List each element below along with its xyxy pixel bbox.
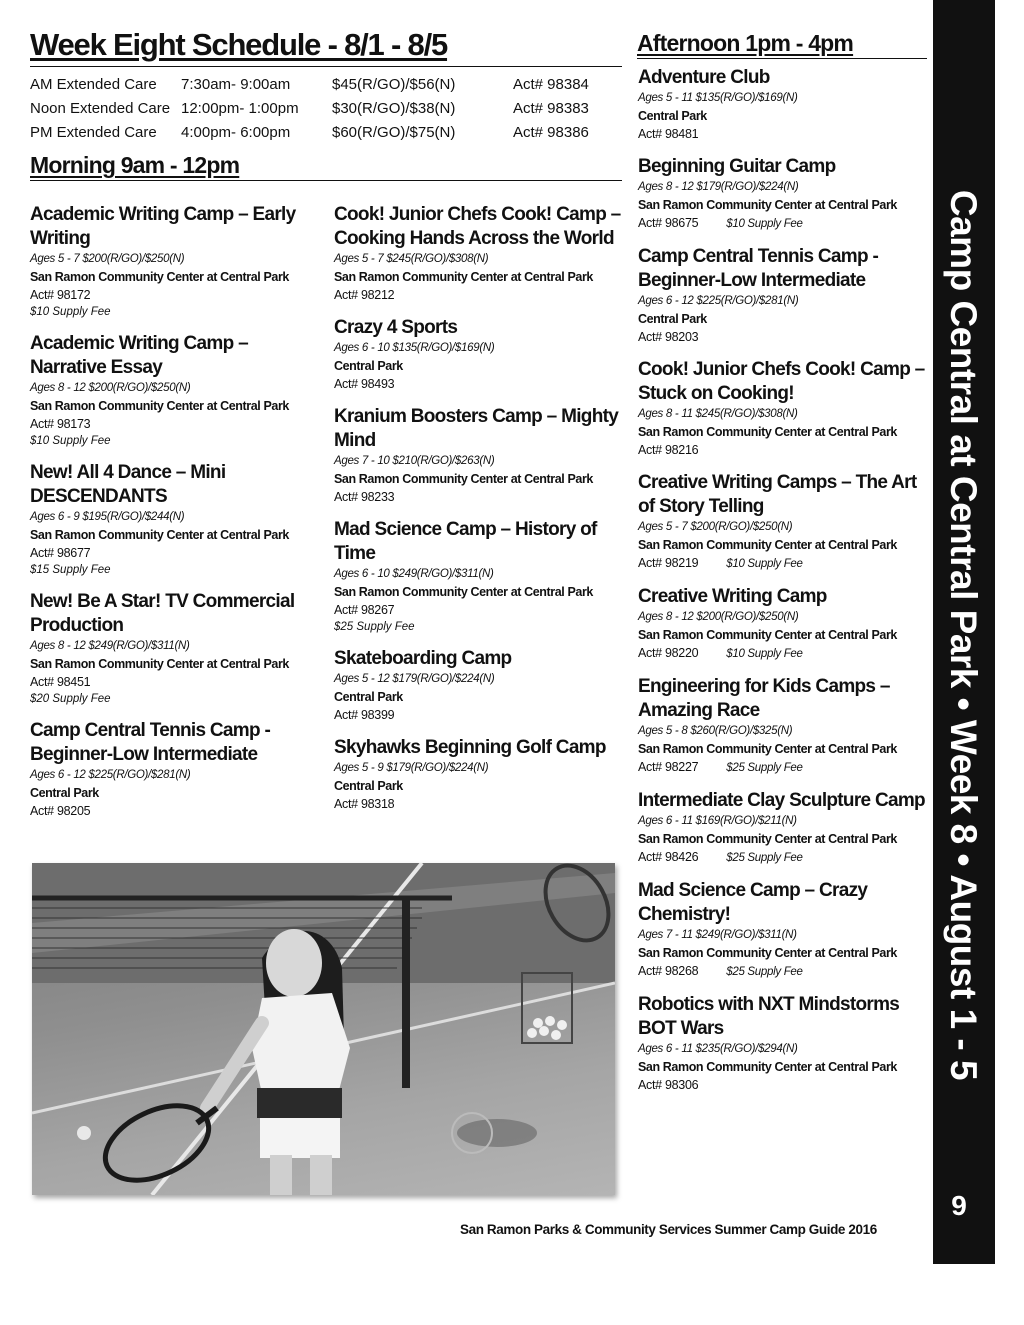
camp-supply-fee: $10 Supply Fee [726,558,803,570]
camp-act-number: Act# 98399 [334,708,395,722]
camp-name: New! All 4 Dance – Mini DESCENDANTS [30,462,226,507]
camp-ages-price: Ages 5 - 7 $200(R/GO)/$250(N) [638,521,793,533]
camp-supply-fee: $20 Supply Fee [30,693,111,705]
camp-location: San Ramon Community Center at Central Park [638,425,897,439]
camp-name: Academic Writing Camp – Narrative Essay [30,333,248,378]
camp-location: San Ramon Community Center at Central Park [638,628,897,642]
camp-location: San Ramon Community Center at Central Park [30,528,289,542]
camp-name: Cook! Junior Chefs Cook! Camp – Stuck on Cooking! [638,359,925,404]
camp-listing [30,590,322,707]
camp-name: Skyhawks Beginning Golf Camp [334,737,606,758]
page-number: 9 [951,1190,967,1221]
camp-listing [638,585,928,663]
camp-name: New! Be A Star! TV Commercial Production [30,591,295,636]
camp-listing [638,471,928,573]
camp-location: Central Park [334,779,403,793]
tennis-photo [32,863,615,1195]
camp-location: Central Park [30,786,99,800]
page-title [30,26,622,67]
camp-name: Robotics with NXT Mindstorms BOT Wars [638,994,900,1039]
camp-ages-price: Ages 7 - 11 $249(R/GO)/$311(N) [638,929,797,941]
camp-location: San Ramon Community Center at Central Park [638,1060,897,1074]
camp-act-row [638,644,928,663]
camp-ages-price: Ages 5 - 8 $260(R/GO)/$325(N) [638,725,793,737]
care-act: Act# 98383 [513,99,589,117]
camp-listing [334,736,626,813]
care-price: $60(R/GO)/$75(N) [332,123,456,141]
camp-name: Adventure Club [638,67,770,88]
camp-listing [30,203,322,320]
camp-location: Central Park [334,690,403,704]
camp-location: San Ramon Community Center at Central Park [334,585,593,599]
camp-listing [638,789,928,867]
camp-act-number: Act# 98426 [638,850,699,864]
camp-act-row [638,758,928,777]
camp-act-number: Act# 98173 [30,417,91,431]
camp-location: San Ramon Community Center at Central Park [638,946,897,960]
table-row [30,96,589,120]
care-act: Act# 98386 [513,123,589,141]
camp-location: San Ramon Community Center at Central Park [334,472,593,486]
camp-act-number: Act# 98205 [30,804,91,818]
camp-location: San Ramon Community Center at Central Park [638,198,897,212]
camp-name: Camp Central Tennis Camp - Beginner-Low Intermediate [638,246,879,291]
camp-act-number: Act# 98219 [638,556,699,570]
camp-location: San Ramon Community Center at Central Park [638,538,897,552]
camp-listing [638,675,928,777]
camp-ages-price: Ages 8 - 12 $179(R/GO)/$224(N) [638,181,799,193]
camp-act-number: Act# 98451 [30,675,91,689]
camp-supply-fee: $10 Supply Fee [30,306,111,318]
camp-listing [638,66,928,143]
camp-name: Academic Writing Camp – Early Writing [30,204,296,249]
page-title-text: Week Eight Schedule - 8/1 - 8/5 [30,27,448,62]
camp-ages-price: Ages 6 - 11 $235(R/GO)/$294(N) [638,1043,798,1055]
camp-listing [638,358,928,459]
camp-ages-price: Ages 6 - 12 $225(R/GO)/$281(N) [638,295,799,307]
care-name: Noon Extended Care [30,99,171,117]
extended-care-table [30,72,589,144]
camp-act-number: Act# 98172 [30,288,91,302]
camp-listing [30,332,322,449]
afternoon-heading-text: Afternoon 1pm - 4pm [637,30,854,56]
camp-name: Creative Writing Camp [638,586,827,607]
care-time: 12:00pm- 1:00pm [181,99,299,117]
camp-ages-price: Ages 6 - 10 $135(R/GO)/$169(N) [334,342,495,354]
morning-column-2 [334,203,626,825]
camp-listing [638,879,928,981]
camp-supply-fee: $25 Supply Fee [726,966,803,978]
camp-name: Intermediate Clay Sculpture Camp [638,790,925,811]
camp-ages-price: Ages 5 - 11 $135(R/GO)/$169(N) [638,92,798,104]
camp-listing [334,647,626,724]
care-time: 7:30am- 9:00am [181,75,291,93]
camp-ages-price: Ages 5 - 12 $179(R/GO)/$224(N) [334,673,495,685]
camp-act-number: Act# 98216 [638,443,699,457]
camp-listing [30,461,322,578]
camp-name: Mad Science Camp – Crazy Chemistry! [638,880,868,925]
care-act: Act# 98384 [513,75,589,93]
camp-location: San Ramon Community Center at Central Park [30,657,289,671]
afternoon-column [638,66,928,1106]
camp-act-number: Act# 98220 [638,646,699,660]
camp-listing [334,203,626,304]
camp-supply-fee: $25 Supply Fee [726,762,803,774]
camp-act-number: Act# 98677 [30,546,91,560]
camp-ages-price: Ages 8 - 11 $245(R/GO)/$308(N) [638,408,798,420]
camp-location: San Ramon Community Center at Central Park [638,832,897,846]
camp-act-number: Act# 98318 [334,797,395,811]
camp-supply-fee: $25 Supply Fee [726,852,803,864]
camp-ages-price: Ages 7 - 10 $210(R/GO)/$263(N) [334,455,495,467]
morning-heading-text: Morning 9am - 12pm [30,152,240,178]
camp-name: Mad Science Camp – History of Time [334,519,597,564]
table-row [30,72,589,96]
camp-act-number: Act# 98493 [334,377,395,391]
camp-act-number: Act# 98481 [638,127,699,141]
sidebar-vertical-title: Camp Central at Central Park • Week 8 • August 1 - 5 [943,189,984,1081]
camp-location: San Ramon Community Center at Central Park [638,742,897,756]
camp-ages-price: Ages 5 - 9 $179(R/GO)/$224(N) [334,762,489,774]
camp-ages-price: Ages 8 - 12 $249(R/GO)/$311(N) [30,640,190,652]
camp-name: Crazy 4 Sports [334,317,458,338]
camp-listing [334,316,626,393]
care-price: $30(R/GO)/$38(N) [332,99,456,117]
camp-act-number: Act# 98212 [334,288,395,302]
camp-name: Camp Central Tennis Camp - Beginner-Low Intermediate [30,720,271,765]
camp-ages-price: Ages 5 - 7 $245(R/GO)/$308(N) [334,253,489,265]
camp-supply-fee: $15 Supply Fee [30,564,111,576]
camp-location: San Ramon Community Center at Central Park [30,399,289,413]
camp-act-number: Act# 98268 [638,964,699,978]
care-name: PM Extended Care [30,123,157,141]
camp-name: Skateboarding Camp [334,648,512,669]
camp-location: Central Park [638,109,707,123]
camp-ages-price: Ages 6 - 10 $249(R/GO)/$311(N) [334,568,494,580]
camp-act-number: Act# 98203 [638,330,699,344]
camp-supply-fee: $10 Supply Fee [726,218,803,230]
camp-listing [30,719,322,820]
camp-supply-fee: $10 Supply Fee [726,648,803,660]
camp-ages-price: Ages 6 - 12 $225(R/GO)/$281(N) [30,769,191,781]
care-price: $45(R/GO)/$56(N) [332,75,456,93]
camp-ages-price: Ages 8 - 12 $200(R/GO)/$250(N) [30,382,191,394]
care-name: AM Extended Care [30,75,157,93]
camp-act-row [638,214,928,233]
camp-ages-price: Ages 5 - 7 $200(R/GO)/$250(N) [30,253,185,265]
camp-location: San Ramon Community Center at Central Park [30,270,289,284]
camp-name: Cook! Junior Chefs Cook! Camp – Cooking Hands Across the World [334,204,621,249]
camp-act-row [638,962,928,981]
camp-listing [334,405,626,506]
camp-name: Engineering for Kids Camps – Amazing Race [638,676,890,721]
camp-listing [638,155,928,233]
table-row [30,120,589,144]
camp-location: Central Park [638,312,707,326]
camp-act-number: Act# 98267 [334,603,395,617]
camp-listing [638,993,928,1094]
camp-listing [638,245,928,346]
morning-heading [30,152,622,181]
morning-column-1 [30,203,322,832]
camp-supply-fee: $10 Supply Fee [30,435,111,447]
camp-location: Central Park [334,359,403,373]
camp-location: San Ramon Community Center at Central Park [334,270,593,284]
camp-act-number: Act# 98675 [638,216,699,230]
care-time: 4:00pm- 6:00pm [181,123,291,141]
camp-act-number: Act# 98227 [638,760,699,774]
camp-listing [334,518,626,635]
afternoon-heading [637,30,927,59]
camp-ages-price: Ages 6 - 11 $169(R/GO)/$211(N) [638,815,797,827]
camp-act-number: Act# 98233 [334,490,395,504]
camp-ages-price: Ages 8 - 12 $200(R/GO)/$250(N) [638,611,799,623]
camp-act-row [638,554,928,573]
camp-name: Beginning Guitar Camp [638,156,836,177]
camp-ages-price: Ages 6 - 9 $195(R/GO)/$244(N) [30,511,185,523]
camp-name: Creative Writing Camps – The Art of Story Telling [638,472,917,517]
footer-text: San Ramon Parks & Community Services Summer Camp Guide 2016 [460,1222,877,1237]
camp-act-number: Act# 98306 [638,1078,699,1092]
tennis-photo-illustration [32,863,615,1195]
camp-supply-fee: $25 Supply Fee [334,621,415,633]
camp-act-row [638,848,928,867]
camp-name: Kranium Boosters Camp – Mighty Mind [334,406,619,451]
